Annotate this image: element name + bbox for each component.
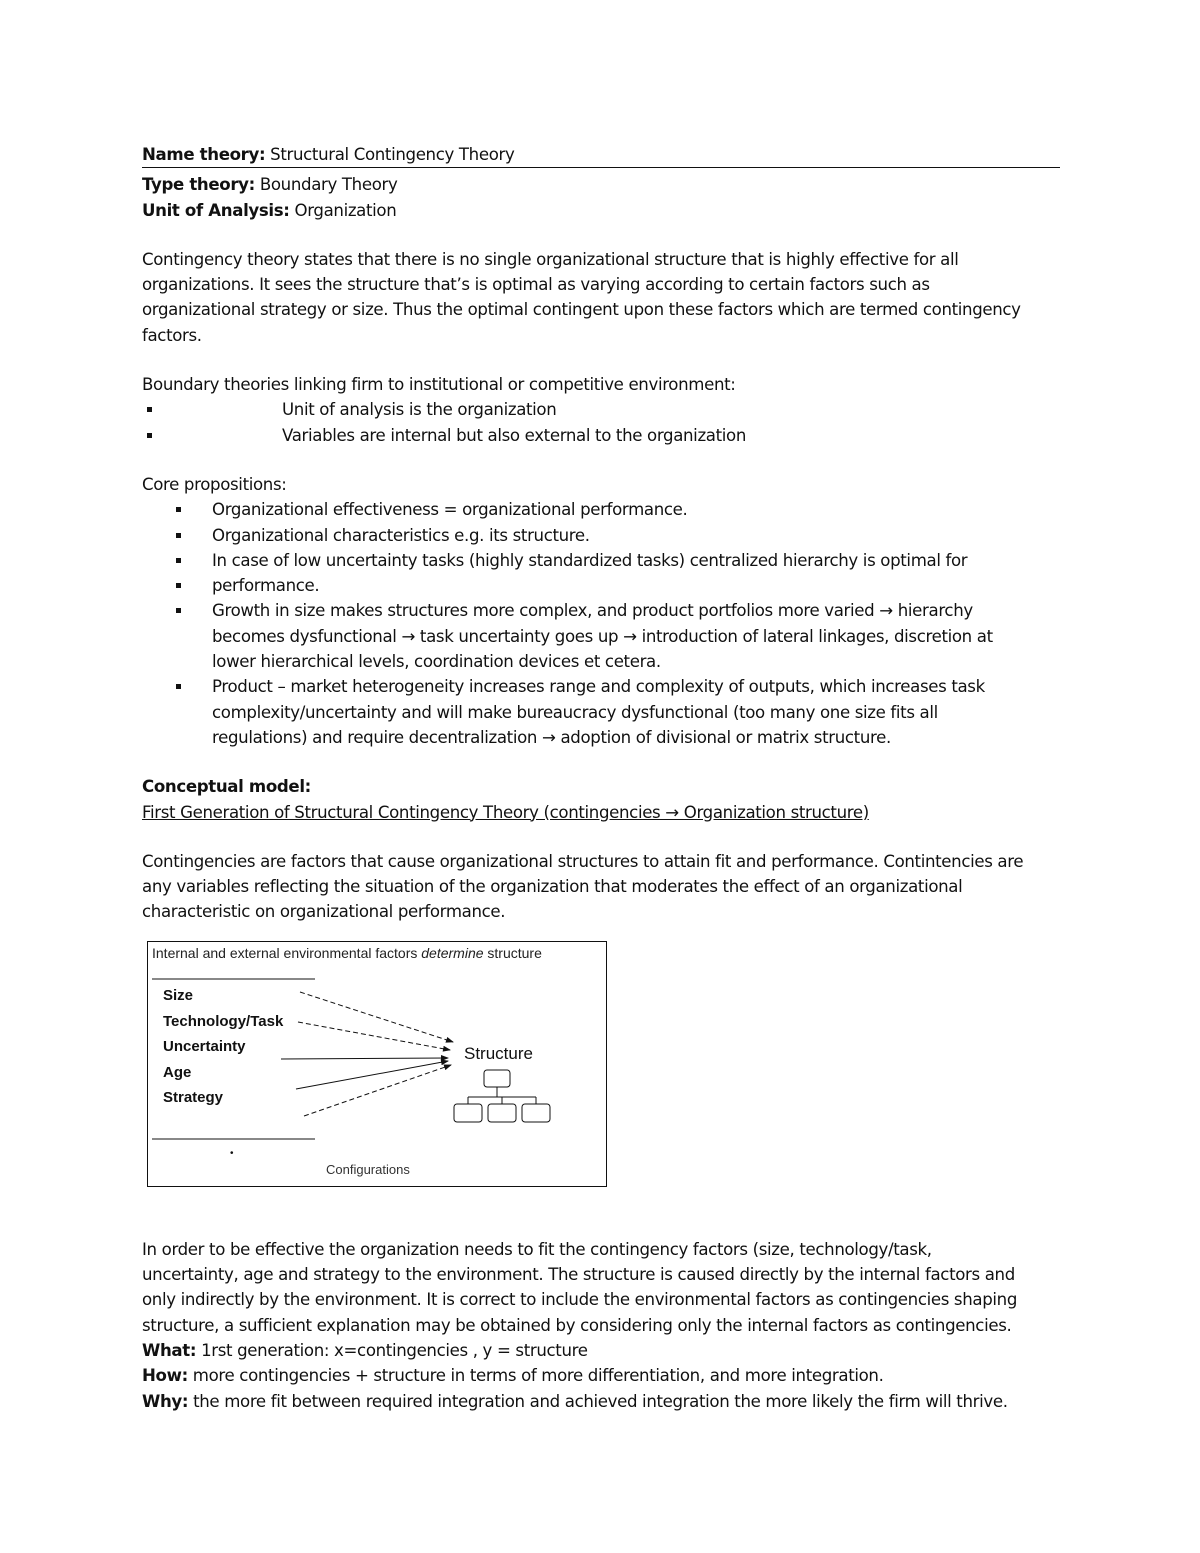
- how-line: [142, 1363, 1060, 1388]
- why-value: the more fit between required integration and achieved integration the more likely the firm will thrive.: [188, 1391, 1008, 1411]
- figure-container: [142, 941, 1060, 1237]
- factor-strategy: Strategy: [163, 1088, 224, 1106]
- why-line: [142, 1389, 1060, 1414]
- spacer: [142, 223, 1060, 247]
- conclusion-line: only indirectly by the environment. It is correct to include the environmental factors as contingencies shaping: [142, 1290, 1018, 1310]
- spacer: [142, 750, 1060, 774]
- diagram-title-prefix: Internal and external environmental factors: [152, 944, 422, 961]
- list-item: Unit of analysis is the organization: [142, 397, 1060, 422]
- org-chart-icon: [454, 1070, 550, 1122]
- diagram-lines: [148, 942, 608, 1188]
- intro-line: organizational strategy or size. Thus the optimal contingent upon these factors which are termed contingency: [142, 300, 1021, 320]
- list-item-line: regulations) and require decentralization → adoption of divisional or matrix structure.: [212, 727, 891, 747]
- list-item: [142, 573, 1060, 598]
- list-item: [142, 598, 1060, 674]
- structure-label: Structure: [464, 1043, 533, 1063]
- unit-analysis-line: [142, 198, 1060, 223]
- list-item: [142, 674, 1060, 750]
- factor-age: Age: [163, 1063, 192, 1081]
- model-heading-text: Conceptual model:: [142, 777, 311, 797]
- list-item-line: performance.: [212, 576, 320, 596]
- type-theory-value: Boundary Theory: [254, 175, 398, 195]
- org-chart-top-box: [484, 1070, 510, 1087]
- arrow-strategy: [304, 1065, 451, 1116]
- factor-size: Size: [163, 986, 194, 1004]
- spacer: [142, 825, 1060, 849]
- type-theory-line: [142, 172, 1060, 197]
- arrow-size: [300, 992, 453, 1042]
- what-line: [142, 1338, 1060, 1363]
- intro-paragraph: [142, 247, 1060, 348]
- name-theory-label: Name theory:: [142, 145, 266, 164]
- list-item-line: Organizational characteristics e.g. its structure.: [212, 525, 590, 545]
- name-theory-line: [142, 142, 1060, 168]
- list-item-line: complexity/uncertainty and will make bureaucracy dysfunctional (too many one size fits all: [212, 702, 938, 722]
- small-dot: •: [230, 1147, 234, 1159]
- intro-line: organizations. It sees the structure that’s is optimal as varying according to certain factors such as: [142, 275, 930, 295]
- conclusion-paragraph: [142, 1237, 1060, 1338]
- list-item: [142, 497, 1060, 522]
- spacer: [142, 448, 1060, 472]
- list-item-line: lower hierarchical levels, coordination devices et cetera.: [212, 652, 661, 672]
- list-item-line: In case of low uncertainty tasks (highly standardized tasks) centralized hierarchy is optimal for: [212, 550, 968, 570]
- core-propositions-list: [142, 497, 1060, 750]
- org-chart-box: [488, 1104, 516, 1122]
- list-item-line: Organizational effectiveness = organizational performance.: [212, 500, 688, 520]
- document-body: [142, 142, 1060, 1414]
- how-value: more contingencies + structure in terms of more differentiation, and more integration.: [187, 1366, 884, 1386]
- model-heading: [142, 774, 1060, 799]
- type-theory-label: Type theory:: [142, 175, 255, 195]
- contingency-diagram: [147, 941, 607, 1187]
- list-item-line: Growth in size makes structures more complex, and product portfolios more varied → hierarchy: [212, 601, 973, 621]
- unit-analysis-label: Unit of Analysis:: [142, 200, 290, 220]
- name-theory-value: Structural Contingency Theory: [265, 145, 515, 164]
- diagram-title: [152, 944, 542, 962]
- factor-uncertainty: Uncertainty: [163, 1037, 246, 1055]
- model-line: characteristic on organizational performance.: [142, 902, 506, 922]
- list-item: Variables are internal but also external to the organization: [142, 423, 1060, 448]
- model-paragraph: [142, 849, 1060, 925]
- what-label: What:: [142, 1340, 197, 1360]
- list-item-line: becomes dysfunctional → task uncertainty goes up → introduction of lateral linkages, discretion at: [212, 626, 993, 646]
- arrow-age: [296, 1061, 448, 1089]
- arrow-technology: [298, 1022, 450, 1050]
- org-chart-box: [454, 1104, 482, 1122]
- model-line: any variables reflecting the situation of the organization that moderates the effect of an organizational: [142, 877, 963, 897]
- what-value: 1rst generation: x=contingencies , y = structure: [196, 1340, 588, 1360]
- model-subheading: First Generation of Structural Contingency Theory (contingencies → Organization structure): [142, 802, 869, 822]
- conclusion-line: In order to be effective the organization needs to fit the contingency factors (size, technology/task,: [142, 1239, 932, 1259]
- unit-analysis-value: Organization: [289, 200, 397, 220]
- org-chart-box: [522, 1104, 550, 1122]
- why-label: Why:: [142, 1391, 189, 1411]
- intro-line: Contingency theory states that there is no single organizational structure that is highly effective for all: [142, 249, 959, 269]
- factor-technology-task: Technology/Task: [163, 1012, 284, 1030]
- list-item: [142, 523, 1060, 548]
- arrow-uncertainty: [281, 1058, 448, 1059]
- configurations-label: Configurations: [326, 1161, 410, 1177]
- list-item: [142, 548, 1060, 573]
- core-heading: Core propositions:: [142, 474, 287, 494]
- intro-line: factors.: [142, 325, 202, 345]
- diagram-title-suffix: structure: [483, 944, 542, 961]
- diagram-title-emphasis: determine: [421, 944, 484, 961]
- boundary-list: [142, 397, 1060, 448]
- list-item-line: Product – market heterogeneity increases range and complexity of outputs, which increases task: [212, 677, 985, 697]
- model-line: Contingencies are factors that cause organizational structures to attain fit and performance. Contintencies are: [142, 851, 1024, 871]
- spacer: [142, 348, 1060, 372]
- how-label: How:: [142, 1366, 188, 1386]
- conclusion-line: uncertainty, age and strategy to the environment. The structure is caused directly by the internal factors and: [142, 1265, 1015, 1285]
- conclusion-line: structure, a sufficient explanation may be obtained by considering only the internal factors as contingencies.: [142, 1315, 1012, 1335]
- boundary-heading: Boundary theories linking firm to institutional or competitive environment:: [142, 375, 736, 395]
